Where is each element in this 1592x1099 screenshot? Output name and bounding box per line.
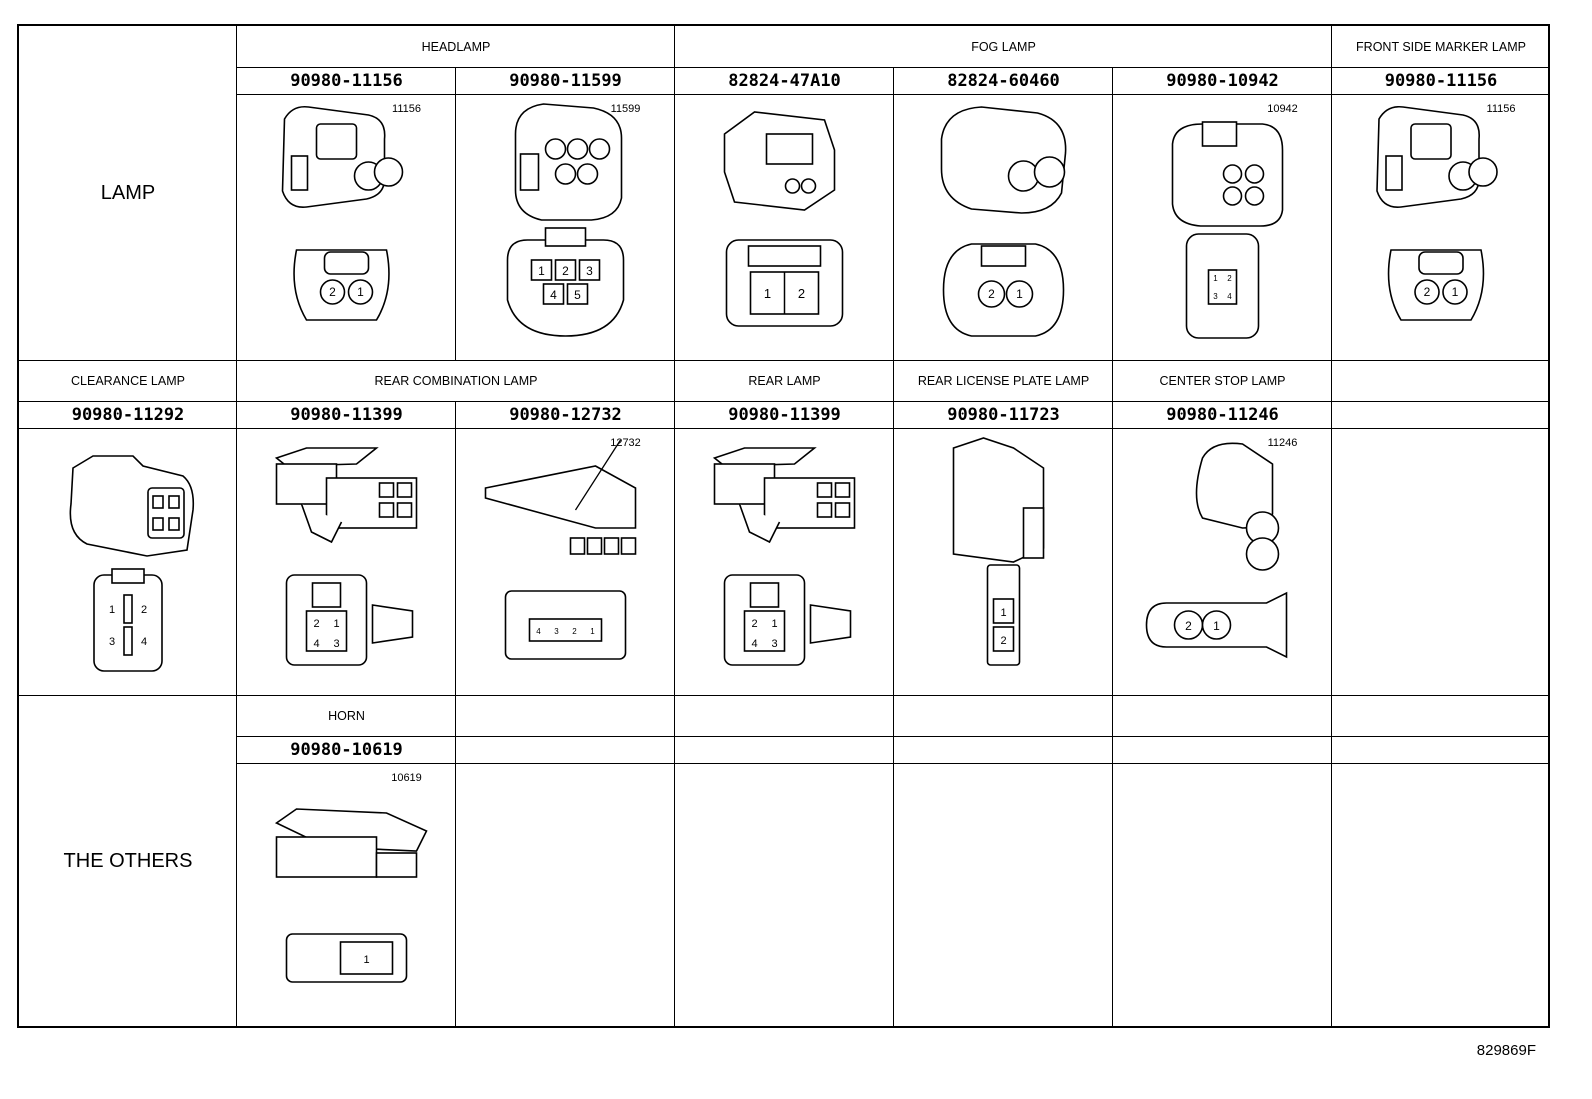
terminal-cavity bbox=[1469, 158, 1497, 186]
connector-face-view bbox=[287, 575, 413, 665]
part-number: 82824-60460 bbox=[947, 70, 1060, 91]
callout-label: 11156 bbox=[1486, 103, 1516, 115]
group-header: REAR LAMP bbox=[748, 373, 821, 388]
connector-drawing bbox=[19, 428, 237, 695]
terminal-face bbox=[1024, 508, 1044, 558]
connector-latch bbox=[1203, 122, 1237, 146]
connector-face-view bbox=[944, 244, 1064, 336]
part-number: 90980-11723 bbox=[947, 404, 1060, 425]
connector-3d-view bbox=[942, 107, 1066, 213]
terminal-cavity bbox=[588, 538, 602, 554]
terminal-cavity bbox=[169, 518, 179, 530]
part-number bbox=[1332, 401, 1550, 428]
pin-label: 1 bbox=[538, 264, 545, 278]
part-number bbox=[675, 736, 894, 763]
connector-lock bbox=[982, 246, 1026, 266]
connector-illustration bbox=[1332, 94, 1550, 360]
connector-drawing bbox=[894, 763, 1113, 1028]
callout-label: 10942 bbox=[1267, 103, 1298, 115]
pin-label: 2 bbox=[562, 264, 569, 278]
connector-body bbox=[377, 853, 417, 877]
terminal-cavity bbox=[1035, 157, 1065, 187]
connector-3d-view bbox=[283, 107, 403, 207]
terminal-cavity bbox=[818, 483, 832, 497]
connector-drawing bbox=[237, 428, 456, 695]
pin-label: 1 bbox=[1000, 607, 1007, 619]
terminal-cavity bbox=[153, 518, 163, 530]
category-label: LAMP bbox=[100, 181, 156, 204]
pin-label: 4 bbox=[536, 627, 541, 636]
pin-label: 1 bbox=[1016, 287, 1023, 301]
connector-drawing bbox=[675, 94, 894, 360]
group-header: CENTER STOP LAMP bbox=[1159, 373, 1286, 388]
terminal-cavity bbox=[1224, 165, 1242, 183]
pin-label: 3 bbox=[554, 627, 559, 636]
connector-face-view bbox=[287, 934, 407, 982]
pin-label: 1 bbox=[1213, 619, 1220, 633]
terminal-cavity bbox=[1009, 161, 1039, 191]
connector-drawing bbox=[237, 763, 456, 1028]
group-header bbox=[675, 695, 894, 736]
connector-drawing bbox=[456, 763, 675, 1028]
terminal-face bbox=[508, 240, 624, 336]
callout-label: 11156 bbox=[392, 103, 421, 115]
terminal-cavity bbox=[622, 538, 636, 554]
terminal-cavity bbox=[380, 483, 394, 497]
terminal-cavity bbox=[1246, 165, 1264, 183]
connector-rib bbox=[292, 156, 308, 190]
connector-illustration bbox=[894, 428, 1113, 695]
connector-table bbox=[17, 24, 1550, 1028]
connector-3d-view bbox=[516, 104, 622, 220]
part-number: 90980-11246 bbox=[1166, 404, 1279, 425]
connector-clip bbox=[811, 605, 851, 643]
pin-label: 2 bbox=[329, 285, 336, 299]
terminal-cavity bbox=[375, 158, 403, 186]
terminal-cavity bbox=[590, 139, 610, 159]
connector-face-view bbox=[988, 565, 1020, 665]
connector-latch bbox=[767, 134, 813, 164]
part-number: 90980-11292 bbox=[71, 404, 185, 425]
connector-lock bbox=[749, 246, 821, 266]
connector-illustration bbox=[456, 428, 675, 695]
connector-drawing bbox=[1113, 763, 1332, 1028]
pin-label: 1 bbox=[1451, 285, 1459, 299]
group-header: FOG LAMP bbox=[971, 39, 1036, 54]
pin-label: 1 bbox=[763, 286, 772, 301]
group-header bbox=[456, 695, 675, 736]
connector-lock bbox=[546, 228, 586, 246]
pin-label: 2 bbox=[1000, 635, 1007, 647]
connector-drawing bbox=[237, 94, 456, 360]
pin-label: 4 bbox=[313, 638, 320, 650]
pin-label: 2 bbox=[313, 618, 320, 630]
group-header: FRONT SIDE MARKER LAMP bbox=[1356, 39, 1526, 54]
part-number: 90980-11399 bbox=[290, 404, 403, 425]
terminal-cavity bbox=[380, 503, 394, 517]
part-number: 90980-11599 bbox=[509, 70, 622, 91]
connector-body bbox=[486, 466, 636, 528]
connector-3d-view bbox=[1377, 107, 1497, 207]
pin-label: 1 bbox=[363, 954, 370, 966]
connector-illustration bbox=[237, 94, 456, 360]
terminal-cavity bbox=[786, 179, 800, 193]
connector-drawing bbox=[456, 428, 675, 695]
terminal-cavity bbox=[1224, 187, 1242, 205]
connector-illustration bbox=[456, 94, 675, 360]
part-number bbox=[1113, 736, 1332, 763]
part-number bbox=[456, 736, 675, 763]
connector-3d-view bbox=[486, 440, 636, 554]
connector-lock bbox=[112, 569, 144, 583]
connector-drawing bbox=[1113, 94, 1332, 360]
pin-label: 3 bbox=[1213, 292, 1218, 301]
connector-lock bbox=[751, 583, 779, 607]
pin-label: 4 bbox=[140, 636, 148, 648]
group-header bbox=[1332, 695, 1550, 736]
callout-label: 11599 bbox=[610, 103, 641, 115]
terminal-cavity bbox=[398, 483, 412, 497]
connector-illustration bbox=[1113, 94, 1332, 360]
connector-3d-view bbox=[70, 456, 193, 556]
connector-face-view bbox=[725, 575, 851, 665]
connector-illustration bbox=[1113, 428, 1332, 695]
terminal-cavity bbox=[578, 164, 598, 184]
terminal-cavity bbox=[1247, 538, 1279, 570]
connector-3d-view bbox=[277, 448, 417, 542]
group-header bbox=[894, 695, 1113, 736]
pin-label: 1 bbox=[108, 604, 116, 616]
connector-face-view bbox=[1187, 234, 1259, 338]
pin-label: 3 bbox=[771, 638, 778, 650]
group-header: CLEARANCE LAMP bbox=[71, 373, 185, 388]
connector-drawing bbox=[1332, 94, 1550, 360]
pin-label: 3 bbox=[108, 636, 116, 648]
part-number: 90980-11156 bbox=[1384, 70, 1498, 91]
terminal-cavity bbox=[836, 503, 850, 517]
connector-3d-view bbox=[277, 809, 427, 877]
diagram-code: 829869F bbox=[1476, 1042, 1536, 1059]
pin-label: 2 bbox=[140, 604, 148, 616]
terminal-cavity bbox=[571, 538, 585, 554]
pin-label: 2 bbox=[1227, 274, 1232, 283]
connector-latch bbox=[317, 124, 357, 159]
pin-label: 1 bbox=[357, 285, 364, 299]
terminal-cavity bbox=[605, 538, 619, 554]
terminal-cavity bbox=[398, 503, 412, 517]
pin-label: 4 bbox=[550, 288, 557, 302]
connector-face-view bbox=[1389, 250, 1484, 320]
pin-label: 3 bbox=[586, 264, 593, 278]
callout-label: 11246 bbox=[1267, 437, 1298, 449]
connector-drawing bbox=[894, 428, 1113, 695]
connector-illustration bbox=[19, 428, 237, 695]
connector-illustration bbox=[237, 428, 456, 695]
pin-label: 4 bbox=[751, 638, 758, 650]
connector-3d-view bbox=[715, 448, 855, 542]
connector-illustration bbox=[675, 94, 894, 360]
part-number: 82824-47A10 bbox=[728, 70, 841, 91]
pin-slot bbox=[124, 595, 132, 623]
callout-label: 12732 bbox=[610, 437, 641, 449]
connector-3d-view bbox=[954, 438, 1044, 562]
group-header: REAR COMBINATION LAMP bbox=[374, 373, 538, 388]
connector-drawing bbox=[1113, 428, 1332, 695]
terminal-cavity bbox=[568, 139, 588, 159]
part-number: 90980-10942 bbox=[1166, 70, 1279, 91]
connector-drawing bbox=[894, 94, 1113, 360]
connector-drawing bbox=[1332, 763, 1550, 1028]
connector-face-view bbox=[94, 569, 162, 671]
connector-lock bbox=[313, 583, 341, 607]
connector-3d-view bbox=[1173, 122, 1283, 226]
pin-label: 2 bbox=[988, 287, 995, 301]
connector-face-view bbox=[508, 228, 624, 336]
connector-face-view bbox=[727, 240, 843, 326]
connector-drawing bbox=[456, 94, 675, 360]
group-header: HEADLAMP bbox=[421, 39, 491, 54]
pin-label: 1 bbox=[771, 618, 778, 630]
connector-face-view bbox=[294, 250, 389, 320]
terminal-cavity bbox=[836, 483, 850, 497]
connector-rib bbox=[521, 154, 539, 190]
part-number bbox=[894, 736, 1113, 763]
part-number: 90980-11156 bbox=[290, 70, 403, 91]
terminal-cavity bbox=[546, 139, 566, 159]
connector-latch bbox=[1411, 124, 1451, 159]
connector-face-view bbox=[1147, 593, 1287, 657]
connector-lock bbox=[1419, 252, 1463, 274]
part-number: 90980-11399 bbox=[728, 404, 841, 425]
terminal-cavity bbox=[1246, 187, 1264, 205]
connector-face-view bbox=[506, 591, 626, 659]
terminal-cavity bbox=[169, 496, 179, 508]
pin-label: 1 bbox=[1213, 274, 1218, 283]
connector-illustration bbox=[237, 763, 456, 1028]
connector-lock bbox=[325, 252, 369, 274]
pin-label: 1 bbox=[333, 618, 340, 630]
pin-label: 3 bbox=[333, 638, 340, 650]
part-number bbox=[1332, 736, 1550, 763]
connector-illustration bbox=[894, 94, 1113, 360]
pin-label: 2 bbox=[1423, 285, 1431, 299]
connector-drawing bbox=[1332, 428, 1550, 695]
connector-body bbox=[277, 837, 377, 877]
pin-label: 5 bbox=[574, 288, 581, 302]
connector-drawing bbox=[675, 763, 894, 1028]
terminal-cavity bbox=[556, 164, 576, 184]
terminal-cavity bbox=[153, 496, 163, 508]
group-header: HORN bbox=[328, 708, 365, 723]
connector-3d-view bbox=[725, 112, 835, 210]
group-header bbox=[1113, 695, 1332, 736]
pin-label: 1 bbox=[590, 627, 595, 636]
connector-3d-view bbox=[1197, 443, 1279, 570]
pin-label: 2 bbox=[572, 627, 577, 636]
connector-clip bbox=[373, 605, 413, 643]
connector-drawing bbox=[675, 428, 894, 695]
pin-slot bbox=[124, 627, 132, 655]
pin-label: 2 bbox=[751, 618, 758, 630]
pin-label: 4 bbox=[1227, 292, 1232, 301]
part-number: 90980-12732 bbox=[509, 404, 622, 425]
connector-rib bbox=[1386, 156, 1402, 190]
group-header bbox=[1332, 360, 1550, 401]
category-label: THE OTHERS bbox=[63, 850, 193, 872]
group-header: REAR LICENSE PLATE LAMP bbox=[917, 373, 1090, 388]
callout-label: 10619 bbox=[391, 772, 422, 784]
pin-label: 2 bbox=[1185, 619, 1192, 633]
terminal-cavity bbox=[802, 179, 816, 193]
part-number: 90980-10619 bbox=[290, 739, 403, 760]
terminal-cavity bbox=[818, 503, 832, 517]
connector-illustration bbox=[675, 428, 894, 695]
pin-label: 2 bbox=[797, 286, 806, 301]
